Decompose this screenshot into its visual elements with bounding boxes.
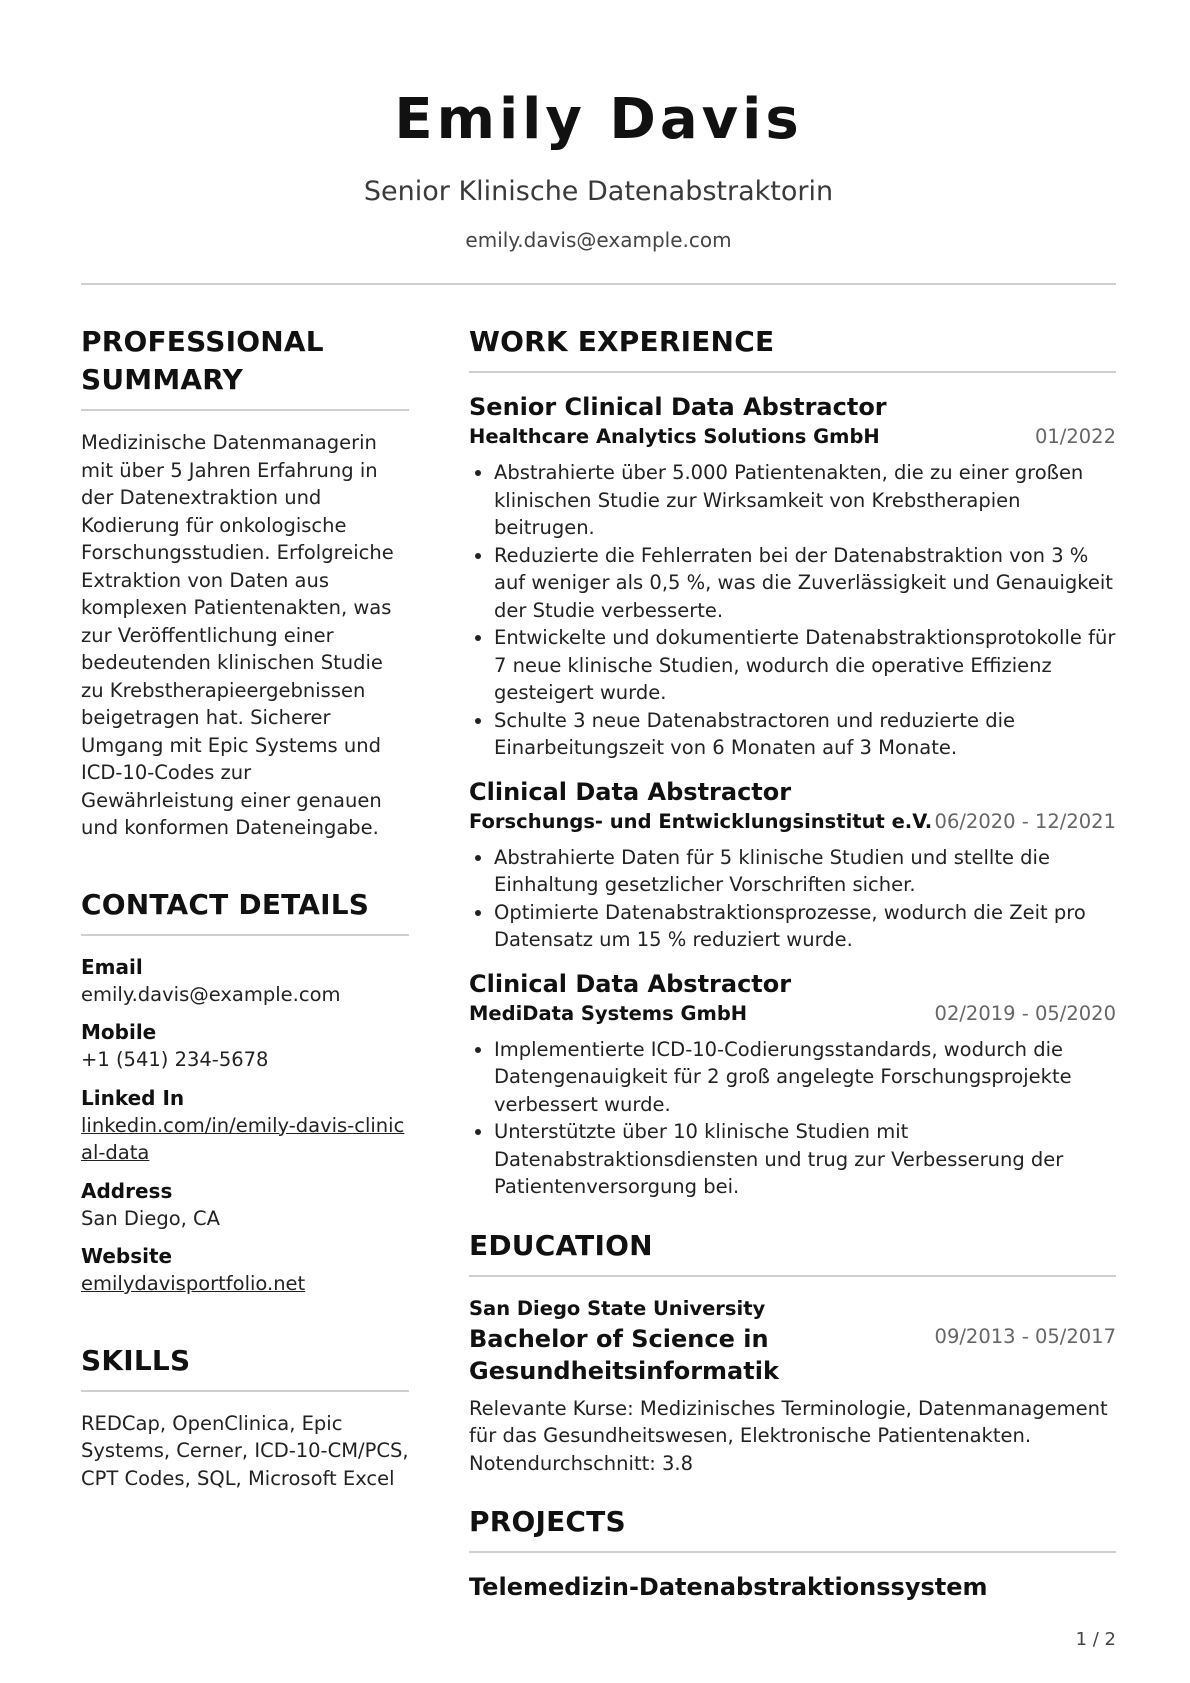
work-section: [469, 323, 1116, 1201]
education-date: 09/2013 - 05/2017: [934, 1324, 1116, 1348]
job-bullet: • Abstrahierte über 5.000 Patientenakten, die zu einer großen klinischen Studie zur Wirksamkeit von Krebstherapien beitrugen.: [494, 459, 1116, 542]
skills-text: REDCap, OpenClinica, Epic Systems, Cerner, ICD-10-CM/PCS, CPT Codes, SQL, Microsoft Excel: [81, 1411, 409, 1490]
work-heading: WORK EXPERIENCE: [469, 325, 775, 358]
projects-heading: PROJECTS: [469, 1505, 626, 1538]
contact-value-address: San Diego, CA: [81, 1206, 220, 1230]
skills-section: [81, 1342, 409, 1493]
job-title: Senior Clinical Data Abstractor: [469, 393, 887, 421]
contact-value-mobile: +1 (541) 234-5678: [81, 1048, 269, 1071]
header-email: emily.davis@example.com: [465, 228, 732, 252]
candidate-name: Emily Davis: [394, 87, 803, 152]
job-bullet: • Schulte 3 neue Datenabstractoren und reduzierte die Einarbeitungszeit von 6 Monaten auf 3 Monate.: [494, 707, 1116, 762]
job-title: Clinical Data Abstractor: [469, 969, 792, 998]
left-column: [81, 323, 409, 1536]
job-company: Healthcare Analytics Solutions GmbH: [469, 425, 880, 448]
contact-section: [81, 886, 409, 1298]
contact-value-email: emily.davis@example.com: [81, 982, 341, 1006]
education-heading: EDUCATION: [469, 1228, 653, 1262]
job-title: Clinical Data Abstractor: [469, 777, 792, 806]
website-link[interactable]: emilydavisportfolio.net: [81, 1272, 306, 1295]
summary-divider: [81, 409, 409, 411]
job-entry: [469, 391, 1116, 762]
right-column: [469, 323, 1116, 1603]
summary-text: Medizinische Datenmanagerin mit über 5 Jahren Erfahrung in der Datenextraktion und Kodierung für onkologische Forschungsstudien. Erfolgreiche Extraktion von Daten aus komplexen Patientenakten, was zur Veröffentlichung einer bedeutenden klinischen Studie zu Krebstherapieergebnissen beigetragen hat. Sicherer Umgang mit Epic Systems und ICD-10-Codes zur Gewährleistung einer genauen und konformen Dateneingabe.: [81, 431, 394, 839]
projects-divider: [469, 1551, 1116, 1553]
education-divider: [469, 1275, 1116, 1277]
contact-label-mobile: Mobile: [81, 1020, 157, 1044]
job-company: MediData Systems GmbH: [469, 1001, 748, 1025]
job-bullet: • Implementierte ICD-10-Codierungsstandards, wodurch die Datengenauigkeit für 2 groß angelegte Forschungsprojekte verbessert wurde.: [494, 1036, 1116, 1119]
header-divider: [81, 283, 1116, 285]
contact-divider: [81, 934, 409, 936]
job-entry: [469, 968, 1116, 1201]
candidate-title: Senior Klinische Datenabstraktorin: [363, 176, 834, 207]
contact-label-email: Email: [81, 954, 143, 979]
page-number: 1 / 2: [1075, 1629, 1116, 1650]
skills-divider: [81, 1390, 409, 1392]
job-date: 02/2019 - 05/2020: [934, 1001, 1116, 1025]
job-bullets: [469, 1036, 1116, 1201]
contact-label-linkedin: Linked In: [81, 1085, 185, 1110]
education-degree: Bachelor of Science in Gesundheitsinformatik: [469, 1324, 779, 1385]
job-date: 06/2020 - 12/2021: [934, 809, 1116, 833]
contact-label-website: Website: [81, 1244, 173, 1268]
job-bullet: • Entwickelte und dokumentierte Datenabstraktionsprotokolle für 7 neue klinische Studien, wodurch die operative Effizienz gesteigert wurde.: [494, 624, 1116, 707]
job-bullet: • Abstrahierte Daten für 5 klinische Studien und stellte die Einhaltung gesetzlicher Vorschriften sicher.: [494, 844, 1116, 899]
skills-heading: SKILLS: [81, 1343, 191, 1377]
summary-heading: PROFESSIONAL SUMMARY: [81, 325, 324, 396]
education-school: San Diego State University: [469, 1296, 766, 1320]
education-section: [469, 1227, 1116, 1478]
job-bullet: • Reduzierte die Fehlerraten bei der Datenabstraktion von 3 % auf weniger als 0,5 %, was die Zuverlässigkeit und Genauigkeit der Studie verbesserte.: [494, 542, 1116, 625]
projects-section: [469, 1503, 1116, 1603]
resume-header: [81, 80, 1116, 254]
summary-section: [81, 323, 409, 842]
job-bullet: • Unterstützte über 10 klinische Studien mit Datenabstraktionsdiensten und trug zur Verbesserung der Patientenversorgung bei.: [494, 1118, 1116, 1201]
linkedin-link[interactable]: linkedin.com/in/emily-davis-clinical-data: [81, 1113, 405, 1164]
contact-heading: CONTACT DETAILS: [81, 887, 370, 921]
job-bullets: [469, 459, 1116, 762]
work-divider: [469, 371, 1116, 373]
job-date: 01/2022: [1034, 425, 1116, 448]
job-bullets: [469, 844, 1116, 954]
job-entry: [469, 776, 1116, 954]
job-company: Forschungs- und Entwicklungsinstitut e.V.: [469, 809, 933, 833]
contact-label-address: Address: [81, 1178, 173, 1203]
education-description: Relevante Kurse: Medizinisches Terminologie, Datenmanagement für das Gesundheitswesen, Elektronische Patientenakten. Notendurchschnitt: 3.8: [469, 1396, 1108, 1475]
project-title: Telemedizin-Datenabstraktionssystem: [469, 1573, 988, 1601]
job-bullet: • Optimierte Datenabstraktionsprozesse, wodurch die Zeit pro Datensatz um 15 % reduziert wurde.: [494, 899, 1116, 954]
